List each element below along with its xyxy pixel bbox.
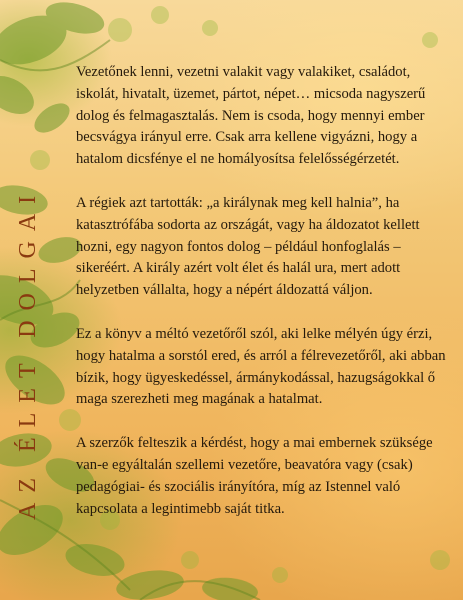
blurb-paragraph: Ez a könyv a méltó vezetőről szól, aki lelke mélyén úgy érzi, hogy hatalma a sorstól ered, és arról a félrevezetőről, aki abban bízik, hogy ügyeskedéssel, ármánykodással, hazugságokkal ő maga szerezheti meg magának a hatalmat. (76, 325, 446, 408)
blurb-paragraph: Vezetőnek lenni, vezetni valakit vagy valakiket, családot, iskolát, hivatalt, üzemet, pártot, népet… micsoda nagyszerű dolog és felmagasztalás. Nem is csoda, hogy mennyi ember becsvágya irányul erre. Csak arra kellene vigyázni, hogy a hatalom dicsfénye el ne homályosítsa felelősségérzetét. (76, 64, 426, 168)
book-title-vertical: AZ ÉLET DOLGAI (15, 185, 41, 520)
blurb-paragraph: A régiek azt tartották: „a királynak meg kell halnia”, ha katasztrófába sodorta az országát, vagy ha áldozatot kellett hozni, egy nagyon fontos dolog – például honfoglalás – sikeréért. A király azért volt élet és halál ura, mert adott helyzetben vállalta, hogy a népért áldozattá váljon. (76, 194, 420, 299)
blurb-text (76, 62, 448, 542)
blurb-paragraph: A szerzők felteszik a kérdést, hogy a mai embernek szüksége van-e egyáltalán szellemi vezetőre, beavatóra vagy (csak) pedagógiai- és szociális irányítóra, míg az Istennel való kapcsolata a legintimebb saját titka. (76, 435, 433, 517)
